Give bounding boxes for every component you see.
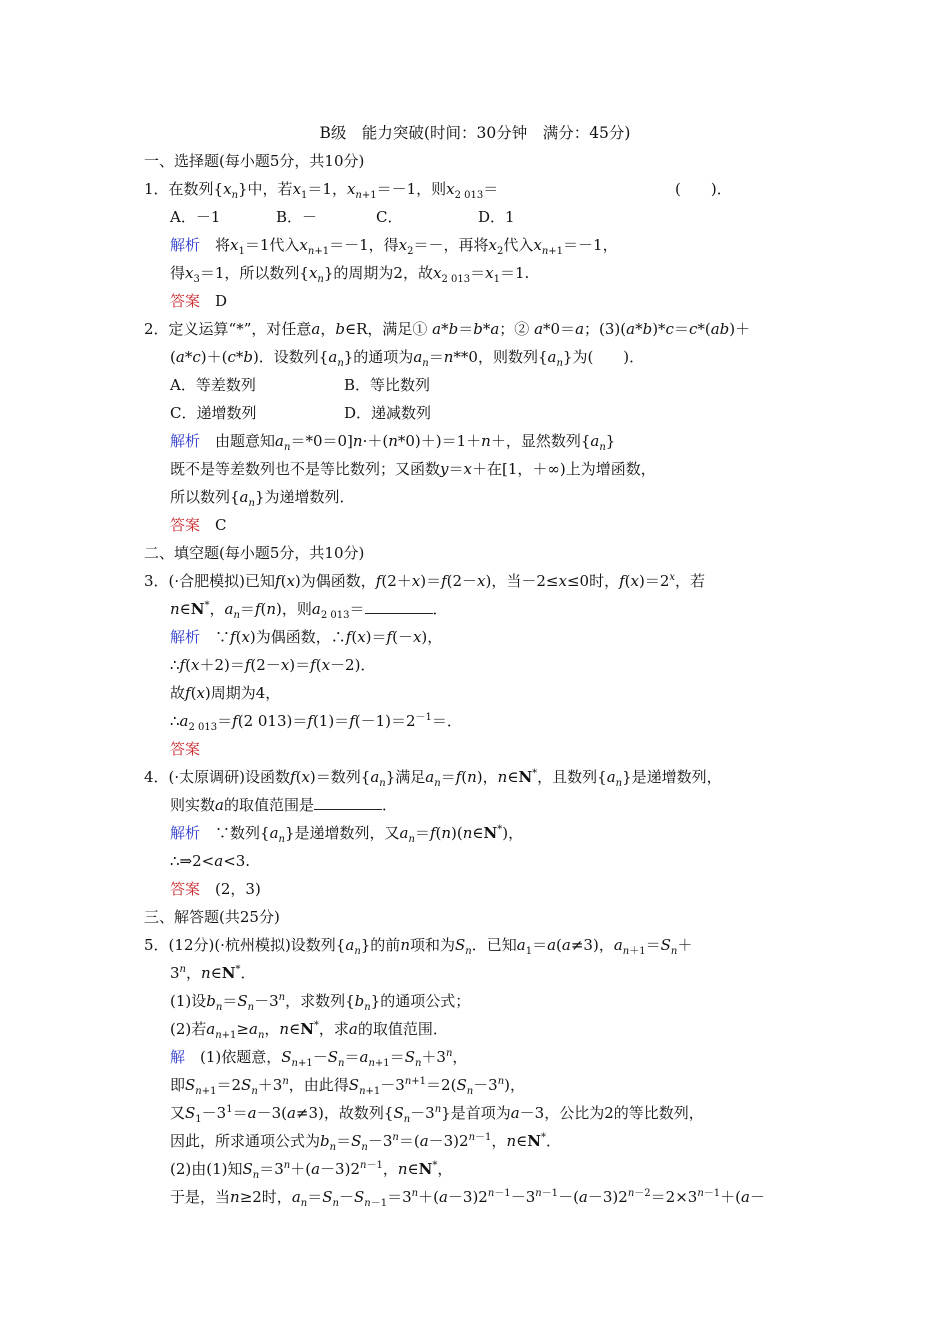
q1-answer-paren: ( )．: [675, 180, 732, 198]
q3-answer: [170, 739, 200, 759]
solution-label: 解: [170, 1048, 186, 1066]
q5-stem-line-1: 5．(12分)(·杭州模拟)设数列$\{a_n\}$的前n项和为$S_n$．已知$a_1=a(a\ne 3)$，$a_{n+1}=S_n+$: [144, 936, 693, 957]
section-heading-fill: 二、填空题(每小题5分，共10分): [144, 544, 365, 562]
q4-answer-value: (2，3): [215, 880, 261, 898]
q1-option-b: B．－: [276, 208, 318, 226]
q2-option-b: B．等比数列: [344, 376, 431, 394]
q3-stem-line-2: n∈N*，$a_n=f(n)$，则$a_{2 013}=$ ．: [170, 600, 448, 621]
q1-analysis-line-2: 得$x_3=1$，所以数列$\{x_n\}$的周期为2，故$x_{2 013}=x_1=1$.: [170, 264, 530, 285]
q5-solution-line-3: 又$S_1-3^1=a-3(a\ne 3)$，故数列$\{S_n-3^n\}$是首项为a－3，公比为2的等比数列，: [170, 1104, 704, 1125]
analysis-label: 解析: [170, 236, 201, 254]
q4-stem-line-1: 4．(·太原调研)设函数f(x)＝数列$\{a_n\}$满足$a_n=f(n)$，n∈N*，且数列$\{a_n\}$是递增数列，: [144, 768, 722, 789]
q5-solution-line-2: 即$S_{n+1}=2S_n+3^n$，由此得$S_{n+1}-3^{n+1}=2(S_n-3^n)$，: [170, 1076, 526, 1097]
q3-analysis-line-3: 故f(x)周期为4，: [170, 684, 281, 702]
q3-analysis-line-2: ∴f(x＋2)＝f(2－x)＝f(x－2)．: [170, 656, 376, 674]
q2-option-c: C．递增数列: [170, 404, 257, 422]
q5-solution-line-4: 因此，所求通项公式为$b_n=S_n-3^n=(a-3)2^{n-1}$，n∈N*．: [170, 1132, 561, 1153]
q1-answer-value: D: [215, 292, 228, 310]
q2-analysis-line-3: 所以数列$\{a_n\}$为递增数列．: [170, 488, 355, 509]
q2-answer: [170, 515, 227, 535]
q5-part-1: (1)设$b_n=S_n-3^n$，求数列$\{b_n\}$的通项公式；: [170, 992, 471, 1013]
q1-option-d: D．1: [478, 208, 515, 226]
q2-answer-value: C: [215, 516, 227, 534]
q1-option-c: C．: [376, 208, 403, 226]
q2-analysis-line-2: 既不是等差数列也不是等比数列；又函数y＝x＋在[1，＋∞)上为增函数，: [170, 460, 656, 478]
q2-option-d: D．递减数列: [344, 404, 432, 422]
q5-stem-line-2: 3$^n$，n∈N*．: [170, 964, 256, 982]
q1-stem: 1．在数列$\{x_n\}$中，若$x_1=1$，$x_{n+1}=-1$，则$x_{2 013}=$: [144, 180, 499, 201]
q5-part-2: (2)若$a_{n+1}\ge a_n$，n∈N*，求a的取值范围．: [170, 1020, 448, 1041]
section-heading-solve: 三、解答题(共25分): [144, 908, 280, 926]
q5-solution-line-6: 于是，当n≥2时，$a_n=S_n-S_{n-1}=3^n+(a-3)2^{n-1}-3^{n-1}-(a-3)2^{n-2}=2\times 3^{n-1}+(a-$: [170, 1188, 765, 1209]
q5-solution-line-1: 解 (1)依题意，$S_{n+1}-S_n=a_{n+1}=S_n+3^n$，: [170, 1048, 468, 1069]
answer-label: 答案: [170, 292, 201, 310]
analysis-label: 解析: [170, 628, 201, 646]
section-heading-choice: 一、选择题(每小题5分，共10分): [144, 152, 365, 170]
analysis-label: 解析: [170, 824, 201, 842]
q4-blank[interactable]: [314, 796, 382, 810]
q4-answer: [170, 879, 261, 899]
page-title: B级 能力突破(时间：30分钟 满分：45分): [319, 124, 631, 142]
q3-stem-line-1: 3．(·合肥模拟)已知f(x)为偶函数，f(2＋x)＝f(2－x)，当－2≤x≤0时，$f(x)=2^x$，若: [144, 572, 706, 590]
q2-option-a: A．等差数列: [170, 376, 256, 394]
q1-number: 1．: [144, 180, 169, 198]
q3-analysis-line-4: $\therefore a_{2 013}=f(2$ $013)=f(1)=f(-1)=2^{-1}=$．: [170, 712, 462, 733]
q4-stem-line-2: 则实数a的取值范围是 ．: [170, 796, 397, 814]
q1-option-a: A．－1: [170, 208, 221, 226]
q1-answer: [170, 291, 227, 311]
q2-stem-line-2: (a*c)＋(c*b)．设数列$\{a_n\}$的通项为$a_n=n**0$，则数列$\{a_n\}$为( )．: [170, 348, 645, 369]
analysis-label: 解析: [170, 432, 201, 450]
answer-label: 答案: [170, 516, 201, 534]
q4-analysis-line-2: ∴⇒2<a<3.: [170, 852, 251, 870]
q2-stem-line-1: 2．定义运算“*”，对任意a，b∈R，满足① a*b＝b*a；② a*0＝a；(3)(a*b)*c＝c*(ab)＋: [144, 320, 751, 338]
q3-analysis-line-1: 解析 ∵f(x)为偶函数，∴f(x)＝f(－x)，: [170, 628, 443, 646]
answer-label: 答案: [170, 740, 201, 758]
q4-analysis-line-1: 解析 ∵数列$\{a_n\}$是递增数列，又$a_n=f(n)(n\in N^*)$，: [170, 824, 524, 845]
q5-solution-line-5: (2)由(1)知$S_n=3^n+(a-3)2^{n-1}$，n∈N*，: [170, 1160, 453, 1181]
q1-analysis-line-1: 解析 将$x_1=1$代入$x_{n+1}=-1$，得$x_2=-$，再将$x_2$代入$x_{n+1}=-1$，: [170, 236, 618, 257]
q2-analysis-line-1: 解析 由题意知$a_n=*0=0]n\cdot+(n*0)+)=1+n+$，显然数列$\{a_n\}$: [170, 432, 616, 453]
q3-blank[interactable]: [365, 600, 433, 614]
answer-label: 答案: [170, 880, 201, 898]
